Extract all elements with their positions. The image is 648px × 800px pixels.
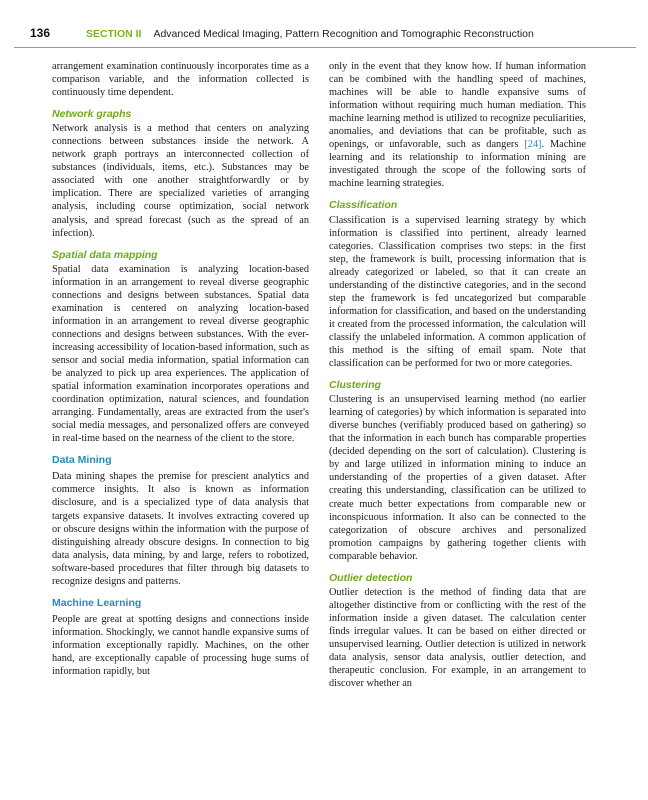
data-mining-paragraph: Data mining shapes the premise for prescient analytics and commerce insights. It also is known as information disclosure, and is a specialized type of data analysis that targets expansive datasets. It involves extracting covered up or obscure designs within the information with the purpose of distinguishing already obscure designs. In connection to big data analysis, data mining, by and large, refers to robotized, software-based procedures that filter through big datasets to recognize designs and patterns. xyxy=(52,471,309,587)
header-divider xyxy=(14,47,636,48)
section-label: SECTION II xyxy=(86,28,142,40)
continuation-text-b: . Machine learning and its relationship to information mining are investigated through the scope of the following sorts of machine learning strategies. xyxy=(329,139,586,190)
running-header xyxy=(14,26,634,48)
section-title: Advanced Medical Imaging, Pattern Recognition and Tomographic Reconstruction xyxy=(153,28,534,40)
clustering-paragraph: Clustering is an unsupervised learning method (no earlier learning of categories) by which information is separated into diverse bunches (verifiably produced based on gathering) so that the information in each bunch has comparable properties (decided depending on the sort of calculation). Clustering is by and large utilized in information mining to induce an understanding of the properties of a given dataset. After creating this understanding, classification can be utilized to create much better expectations from comparable new or inconspicuous information. It also can be connected to the categorization of obscure archives and personalized promotion campaigns by gathering together clients with comparable behavior. xyxy=(329,394,586,562)
heading-spatial-data-mapping: Spatial data mapping xyxy=(52,248,158,261)
citation-link[interactable]: [24] xyxy=(524,139,542,151)
right-column xyxy=(329,60,586,690)
heading-network-graphs: Network graphs xyxy=(52,108,132,121)
spatial-data-mapping-paragraph: Spatial data examination is analyzing location-based information in an arrangement to reveal diverse geographic connections and designs between substances. Spatial data examination is centered on analyzing location-based information in an arrangement to reveal diverse geographic connections and designs between substances. With the ever-increasing accessibility of location-based information, such as sensor and social media information, spatial information can be analyzed to pick up area experiences. The application of spatial information examination incorporates operations and coordination optimization, natural sciences, and foundation arranging. Fundamentally, areas are extracted from the user's social media messages, and personalized offers are conveyed in real-time based on the nearness of the client to the store. xyxy=(52,263,309,445)
left-column xyxy=(52,60,309,678)
page-number: 136 xyxy=(30,26,51,40)
machine-learning-continuation xyxy=(329,60,586,190)
heading-classification: Classification xyxy=(329,199,398,212)
intro-paragraph: arrangement examination continuously incorporates time as a comparison variable, and the information collected is continuously time dependent. xyxy=(52,61,309,99)
heading-data-mining: Data Mining xyxy=(52,454,112,467)
heading-clustering: Clustering xyxy=(329,379,381,392)
heading-machine-learning: Machine Learning xyxy=(52,596,142,609)
classification-paragraph: Classification is a supervised learning strategy by which information is classified into pertinent, already learned categories. Classification comprises two steps: in the first step, the framework is built, processing information that is already categorized or labeled, so that it can create an understanding of the distinctive categories, and in the second step the framework is fed uncategorized but comparable information for classification, and based on the understanding it created from the processed information, the calculation will classify the unlabeled information. A common application of this method is the sifting of email spam. Note that classification can be performed for two or more categories. xyxy=(329,214,586,370)
heading-outlier-detection: Outlier detection xyxy=(329,571,413,584)
outlier-detection-paragraph: Outlier detection is the method of finding data that are altogether distinctive from or conflicting with the rest of the information inside a given dataset. The calculation center finds irregular values. It can be based on either directed or unsupervised learning. Outlier detection is utilized in network data analysis, sensor data analysis, outlier detection, and therapeutic conclusion. For example, in an arrangement to discover whether an xyxy=(329,586,586,690)
machine-learning-paragraph: People are great at spotting designs and connections inside information. Shockingly, we cannot handle expansive sums of information exceptionally rapidly. Machines, on the other hand, are exceptionally capable of processing huge sums of information rapidly, but xyxy=(52,613,309,678)
network-graphs-paragraph: Network analysis is a method that centers on analyzing connections between substances inside the network. A network graph portrays an interconnected collection of substances (individuals, items, etc.). Substances may be associated with one another straightforwardly or by implication. There are specialized varieties of arranging analysis, including course optimization, social network analysis, and spread forecast (such as the spread of an infection). xyxy=(52,123,309,239)
continuation-text-a: only in the event that they know how. If human information can be combined with the handling speed of machines, machines will be able to handle expansive sums of information without requiring much human mediation. This machine learning method is utilized to recognize peculiarities, anomalies, and deviations that can be profitable, such as openings, or unfavorable, such as dangers xyxy=(329,61,586,151)
